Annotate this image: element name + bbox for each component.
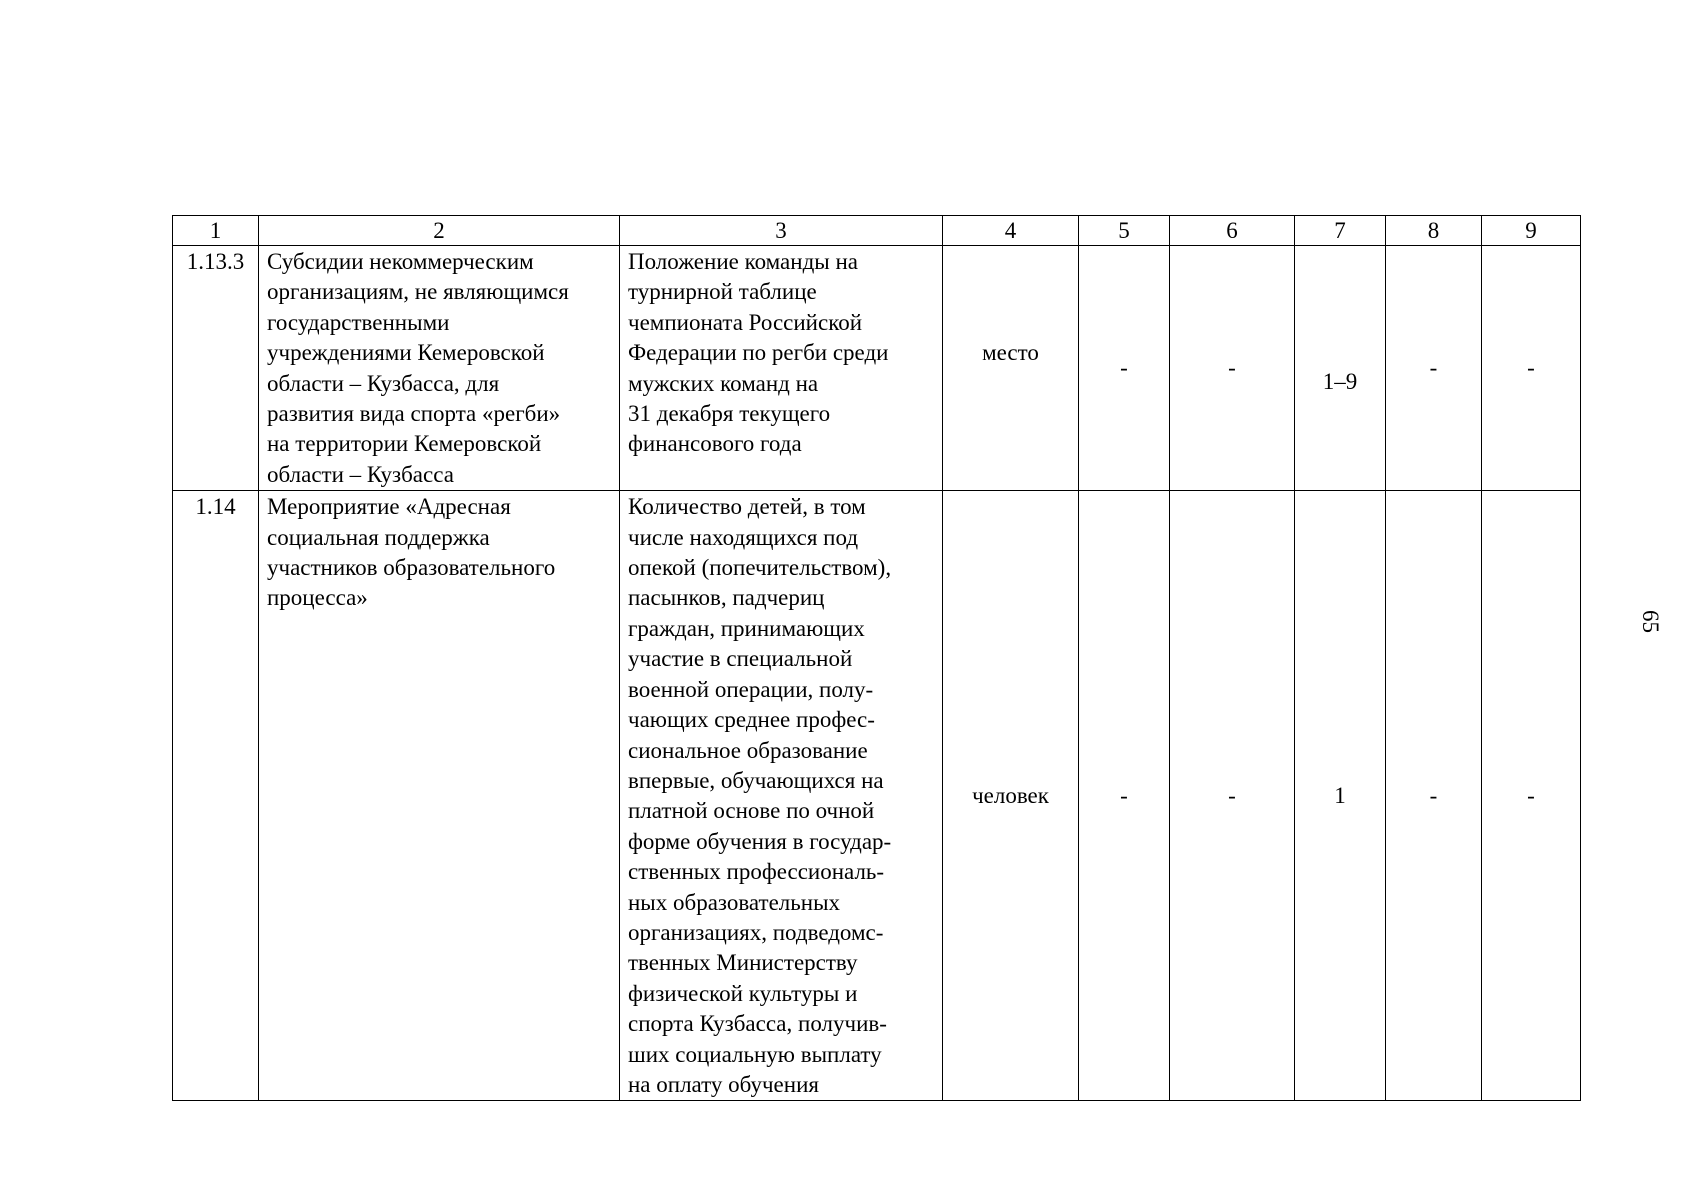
text-line: сиональное образование xyxy=(628,737,868,763)
value-cell: - xyxy=(1386,491,1482,1101)
text-line: социальная поддержка xyxy=(267,524,490,550)
column-header: 3 xyxy=(620,216,943,246)
text-line: военной операции, полу- xyxy=(628,676,874,702)
value-cell: - xyxy=(1079,246,1170,491)
value-cell: - xyxy=(1482,246,1581,491)
text-line: организациям, не являющимся xyxy=(267,279,569,305)
text-line: числе находящихся под xyxy=(628,524,859,550)
text-line: Федерации по регби среди xyxy=(628,340,889,366)
column-header: 7 xyxy=(1295,216,1386,246)
page-number: 65 xyxy=(1638,610,1663,633)
column-header: 9 xyxy=(1482,216,1581,246)
column-header: 4 xyxy=(943,216,1079,246)
text-line: Мероприятие «Адресная xyxy=(267,494,511,520)
text-line: Субсидии некоммерческим xyxy=(267,249,534,274)
text-line: ных образовательных xyxy=(628,889,841,915)
indicators-table xyxy=(172,215,1581,1101)
text-line: 31 декабря текущего xyxy=(628,401,831,427)
unit-cell: место xyxy=(943,246,1079,491)
value-cell: - xyxy=(1386,246,1482,491)
text-line: процесса» xyxy=(267,585,368,611)
text-line: форме обучения в государ- xyxy=(628,828,892,854)
table-row xyxy=(173,491,1581,1101)
text-line: платной основе по очной xyxy=(628,798,875,824)
text-line: участников образовательного xyxy=(267,555,556,581)
text-line: финансового года xyxy=(628,431,802,457)
text-line: на оплату обучения xyxy=(628,1071,819,1097)
text-line: твенных Министерству xyxy=(628,950,858,976)
value-cell: - xyxy=(1170,491,1295,1101)
column-header: 2 xyxy=(259,216,620,246)
text-line: спорта Кузбасса, получив- xyxy=(628,1011,887,1037)
column-header: 8 xyxy=(1386,216,1482,246)
value-cell: - xyxy=(1482,491,1581,1101)
text-line: впервые, обучающихся на xyxy=(628,767,884,793)
row-number: 1.14 xyxy=(173,491,259,1101)
measure-name xyxy=(259,491,620,1101)
text-line: развития вида спорта «регби» xyxy=(267,401,561,427)
text-line: чающих среднее профес- xyxy=(628,707,875,733)
value-cell: - xyxy=(1079,491,1170,1101)
value-cell: 1 xyxy=(1295,491,1386,1101)
unit-cell: человек xyxy=(943,491,1079,1101)
text-line: организациях, подведомс- xyxy=(628,919,884,945)
table-row xyxy=(173,246,1581,491)
text-line: ших социальную выплату xyxy=(628,1041,882,1067)
text-line: турнирной таблице xyxy=(628,279,817,305)
column-header: 5 xyxy=(1079,216,1170,246)
column-header: 1 xyxy=(173,216,259,246)
text-line: опекой (попечительством), xyxy=(628,555,892,581)
text-line: Положение команды на xyxy=(628,249,858,274)
column-header: 6 xyxy=(1170,216,1295,246)
indicator-name xyxy=(620,246,943,491)
text-line: участие в специальной xyxy=(628,646,853,672)
text-line: пасынков, падчериц xyxy=(628,585,825,611)
text-line: учреждениями Кемеровской xyxy=(267,340,545,366)
text-line: мужских команд на xyxy=(628,370,819,396)
measure-name xyxy=(259,246,620,491)
text-line: на территории Кемеровской xyxy=(267,431,542,457)
value-cell: 1–9 xyxy=(1295,246,1386,491)
text-line: государственными xyxy=(267,309,450,335)
text-line: ственных профессиональ- xyxy=(628,859,885,885)
row-number: 1.13.3 xyxy=(173,246,259,491)
text-line: граждан, принимающих xyxy=(628,615,865,641)
text-line: физической культуры и xyxy=(628,980,858,1006)
text-line: области – Кузбасса, для xyxy=(267,370,500,396)
indicator-name xyxy=(620,491,943,1101)
column-header-row xyxy=(173,216,1581,246)
text-line: чемпионата Российской xyxy=(628,309,863,335)
text-line: области – Кузбасса xyxy=(267,461,454,487)
value-cell: - xyxy=(1170,246,1295,491)
text-line: Количество детей, в том xyxy=(628,494,866,520)
